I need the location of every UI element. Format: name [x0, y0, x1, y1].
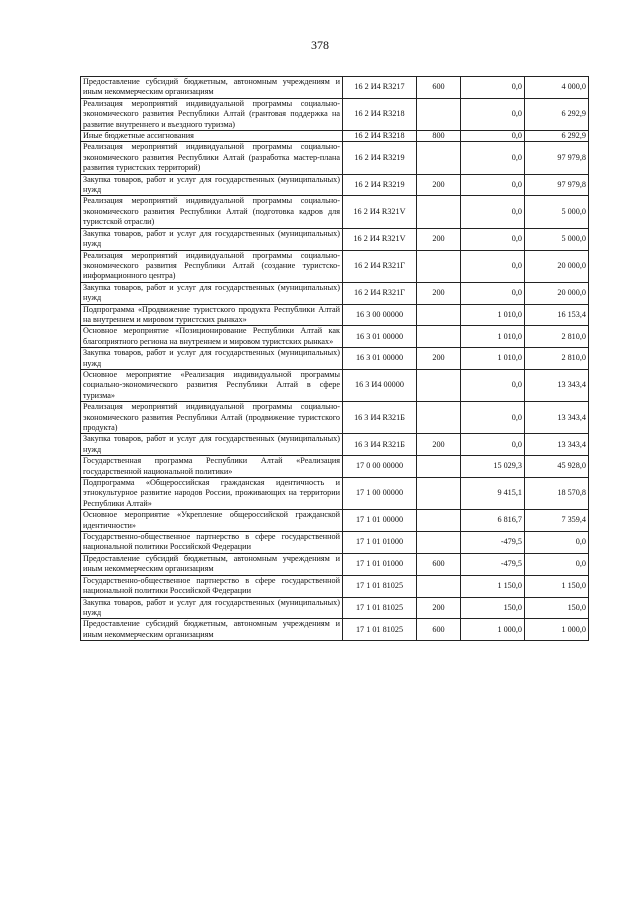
row-name: Реализация мероприятий индивидуальной программы социально-экономического развития Республики Алтай (создание туристско-информационного центра) — [81, 250, 343, 282]
row-amount-total: 13 343,4 — [525, 434, 589, 456]
row-code: 17 1 01 00000 — [343, 510, 417, 532]
row-amount-change: 1 000,0 — [461, 619, 525, 641]
row-amount-change: 1 150,0 — [461, 575, 525, 597]
row-amount-total: 6 292,9 — [525, 98, 589, 130]
row-amount-change: -479,5 — [461, 553, 525, 575]
row-amount-change: 0,0 — [461, 250, 525, 282]
row-amount-change: 15 029,3 — [461, 456, 525, 478]
row-amount-total: 5 000,0 — [525, 196, 589, 228]
row-amount-change: 0,0 — [461, 196, 525, 228]
row-code: 16 3 И4 R321Б — [343, 434, 417, 456]
row-name: Реализация мероприятий индивидуальной программы социально-экономического развития Республики Алтай (продвижение туристского продукта) — [81, 402, 343, 434]
table-row — [81, 532, 589, 554]
row-name: Предоставление субсидий бюджетным, автономным учреждениям и иным некоммерческим организациям — [81, 553, 343, 575]
row-expense-type — [417, 98, 461, 130]
row-amount-total: 20 000,0 — [525, 250, 589, 282]
row-amount-change: 0,0 — [461, 131, 525, 142]
row-amount-total: 0,0 — [525, 532, 589, 554]
table-row — [81, 369, 589, 401]
row-expense-type — [417, 478, 461, 510]
row-code: 16 2 И4 R3218 — [343, 98, 417, 130]
row-expense-type — [417, 196, 461, 228]
table-row — [81, 402, 589, 434]
row-expense-type — [417, 304, 461, 326]
row-name: Основное мероприятие «Позиционирование Республики Алтай как благоприятного региона на внутреннем и мировом туристских рынках» — [81, 326, 343, 348]
page-number: 378 — [311, 38, 329, 52]
row-amount-total: 13 343,4 — [525, 402, 589, 434]
table-row — [81, 619, 589, 641]
row-name: Закупка товаров, работ и услуг для государственных (муниципальных) нужд — [81, 597, 343, 619]
row-amount-change: 0,0 — [461, 228, 525, 250]
table-row — [81, 348, 589, 370]
row-amount-total: 16 153,4 — [525, 304, 589, 326]
row-expense-type: 200 — [417, 597, 461, 619]
row-expense-type — [417, 142, 461, 174]
table-row — [81, 131, 589, 142]
row-code: 17 1 01 81025 — [343, 575, 417, 597]
row-amount-change: -479,5 — [461, 532, 525, 554]
row-code: 16 3 И4 00000 — [343, 369, 417, 401]
row-amount-total: 13 343,4 — [525, 369, 589, 401]
row-name: Закупка товаров, работ и услуг для государственных (муниципальных) нужд — [81, 434, 343, 456]
row-name: Закупка товаров, работ и услуг для государственных (муниципальных) нужд — [81, 282, 343, 304]
table-row — [81, 282, 589, 304]
row-amount-total: 2 810,0 — [525, 348, 589, 370]
row-expense-type — [417, 510, 461, 532]
row-code: 17 1 01 81025 — [343, 619, 417, 641]
row-code: 17 1 01 01000 — [343, 532, 417, 554]
table-row — [81, 434, 589, 456]
table-row — [81, 456, 589, 478]
row-amount-total: 97 979,8 — [525, 142, 589, 174]
budget-table — [80, 76, 589, 641]
row-expense-type: 600 — [417, 77, 461, 99]
row-expense-type — [417, 369, 461, 401]
row-name: Государственно-общественное партнерство в сфере государственной национальной политики Российской Федерации — [81, 575, 343, 597]
row-code: 16 2 И4 R321Г — [343, 250, 417, 282]
row-name: Реализация мероприятий индивидуальной программы социально-экономического развития Республики Алтай (подготовка кадров для туристской отрасли) — [81, 196, 343, 228]
row-expense-type — [417, 326, 461, 348]
row-code: 17 1 01 81025 — [343, 597, 417, 619]
row-amount-change: 0,0 — [461, 174, 525, 196]
row-amount-total: 1 150,0 — [525, 575, 589, 597]
row-code: 16 2 И4 R3219 — [343, 142, 417, 174]
row-expense-type: 200 — [417, 348, 461, 370]
row-expense-type: 600 — [417, 553, 461, 575]
row-expense-type — [417, 575, 461, 597]
row-name: Предоставление субсидий бюджетным, автономным учреждениям и иным некоммерческим организациям — [81, 619, 343, 641]
row-amount-change: 0,0 — [461, 142, 525, 174]
row-amount-total: 2 810,0 — [525, 326, 589, 348]
row-amount-change: 0,0 — [461, 282, 525, 304]
table-row — [81, 553, 589, 575]
row-amount-change: 0,0 — [461, 77, 525, 99]
row-code: 16 2 И4 R321V — [343, 196, 417, 228]
row-code: 16 3 01 00000 — [343, 348, 417, 370]
row-name: Закупка товаров, работ и услуг для государственных (муниципальных) нужд — [81, 174, 343, 196]
row-amount-change: 9 415,1 — [461, 478, 525, 510]
row-expense-type — [417, 250, 461, 282]
row-code: 16 3 И4 R321Б — [343, 402, 417, 434]
row-amount-total: 20 000,0 — [525, 282, 589, 304]
table-row — [81, 597, 589, 619]
table-row — [81, 250, 589, 282]
row-name: Основное мероприятие «Укрепление общероссийской гражданской идентичности» — [81, 510, 343, 532]
row-name: Государственно-общественное партнерство в сфере государственной национальной политики Российской Федерации — [81, 532, 343, 554]
row-amount-total: 1 000,0 — [525, 619, 589, 641]
table-row — [81, 174, 589, 196]
row-name: Подпрограмма «Общероссийская гражданская идентичность и этнокультурное развитие народов России, проживающих на территории Республики Алтай» — [81, 478, 343, 510]
row-amount-total: 6 292,9 — [525, 131, 589, 142]
row-amount-total: 5 000,0 — [525, 228, 589, 250]
row-amount-change: 0,0 — [461, 98, 525, 130]
row-code: 16 2 И4 R3217 — [343, 77, 417, 99]
row-expense-type: 200 — [417, 282, 461, 304]
row-name: Государственная программа Республики Алтай «Реализация государственной национальной политики» — [81, 456, 343, 478]
row-amount-change: 1 010,0 — [461, 304, 525, 326]
row-amount-total: 97 979,8 — [525, 174, 589, 196]
row-name: Закупка товаров, работ и услуг для государственных (муниципальных) нужд — [81, 228, 343, 250]
row-amount-change: 6 816,7 — [461, 510, 525, 532]
row-amount-total: 4 000,0 — [525, 77, 589, 99]
row-code: 17 0 00 00000 — [343, 456, 417, 478]
row-name: Иные бюджетные ассигнования — [81, 131, 343, 142]
table-row — [81, 142, 589, 174]
row-code: 17 1 00 00000 — [343, 478, 417, 510]
table-row — [81, 326, 589, 348]
row-amount-change: 0,0 — [461, 434, 525, 456]
row-name: Реализация мероприятий индивидуальной программы социально-экономического развития Республики Алтай (разработка мастер-плана развития туристских территорий) — [81, 142, 343, 174]
row-name: Реализация мероприятий индивидуальной программы социально-экономического развития Республики Алтай (грантовая поддержка на развитие внутреннего и въездного туризма) — [81, 98, 343, 130]
row-expense-type — [417, 402, 461, 434]
row-code: 16 2 И4 R321Г — [343, 282, 417, 304]
table-row — [81, 575, 589, 597]
row-amount-total: 7 359,4 — [525, 510, 589, 532]
table-row — [81, 304, 589, 326]
row-amount-total: 0,0 — [525, 553, 589, 575]
row-expense-type: 800 — [417, 131, 461, 142]
row-code: 16 2 И4 R3219 — [343, 174, 417, 196]
row-name: Закупка товаров, работ и услуг для государственных (муниципальных) нужд — [81, 348, 343, 370]
row-name: Предоставление субсидий бюджетным, автономным учреждениям и иным некоммерческим организациям — [81, 77, 343, 99]
row-amount-total: 18 570,8 — [525, 478, 589, 510]
row-amount-change: 1 010,0 — [461, 326, 525, 348]
row-code: 16 2 И4 R321V — [343, 228, 417, 250]
row-amount-total: 45 928,0 — [525, 456, 589, 478]
row-expense-type — [417, 456, 461, 478]
table-row — [81, 77, 589, 99]
row-amount-change: 0,0 — [461, 402, 525, 434]
row-code: 17 1 01 01000 — [343, 553, 417, 575]
row-amount-change: 1 010,0 — [461, 348, 525, 370]
table-row — [81, 478, 589, 510]
table-row — [81, 98, 589, 130]
row-name: Подпрограмма «Продвижение туристского продукта Республики Алтай на внутреннем и мировом туристских рынках» — [81, 304, 343, 326]
row-amount-change: 150,0 — [461, 597, 525, 619]
row-expense-type: 200 — [417, 228, 461, 250]
row-code: 16 2 И4 R3218 — [343, 131, 417, 142]
row-code: 16 3 00 00000 — [343, 304, 417, 326]
table-row — [81, 196, 589, 228]
row-code: 16 3 01 00000 — [343, 326, 417, 348]
row-amount-change: 0,0 — [461, 369, 525, 401]
row-expense-type: 600 — [417, 619, 461, 641]
table-row — [81, 510, 589, 532]
row-expense-type: 200 — [417, 174, 461, 196]
row-expense-type — [417, 532, 461, 554]
row-amount-total: 150,0 — [525, 597, 589, 619]
row-expense-type: 200 — [417, 434, 461, 456]
row-name: Основное мероприятие «Реализация индивидуальной программы социально-экономического развития Республики Алтай в сфере туризма» — [81, 369, 343, 401]
table-row — [81, 228, 589, 250]
